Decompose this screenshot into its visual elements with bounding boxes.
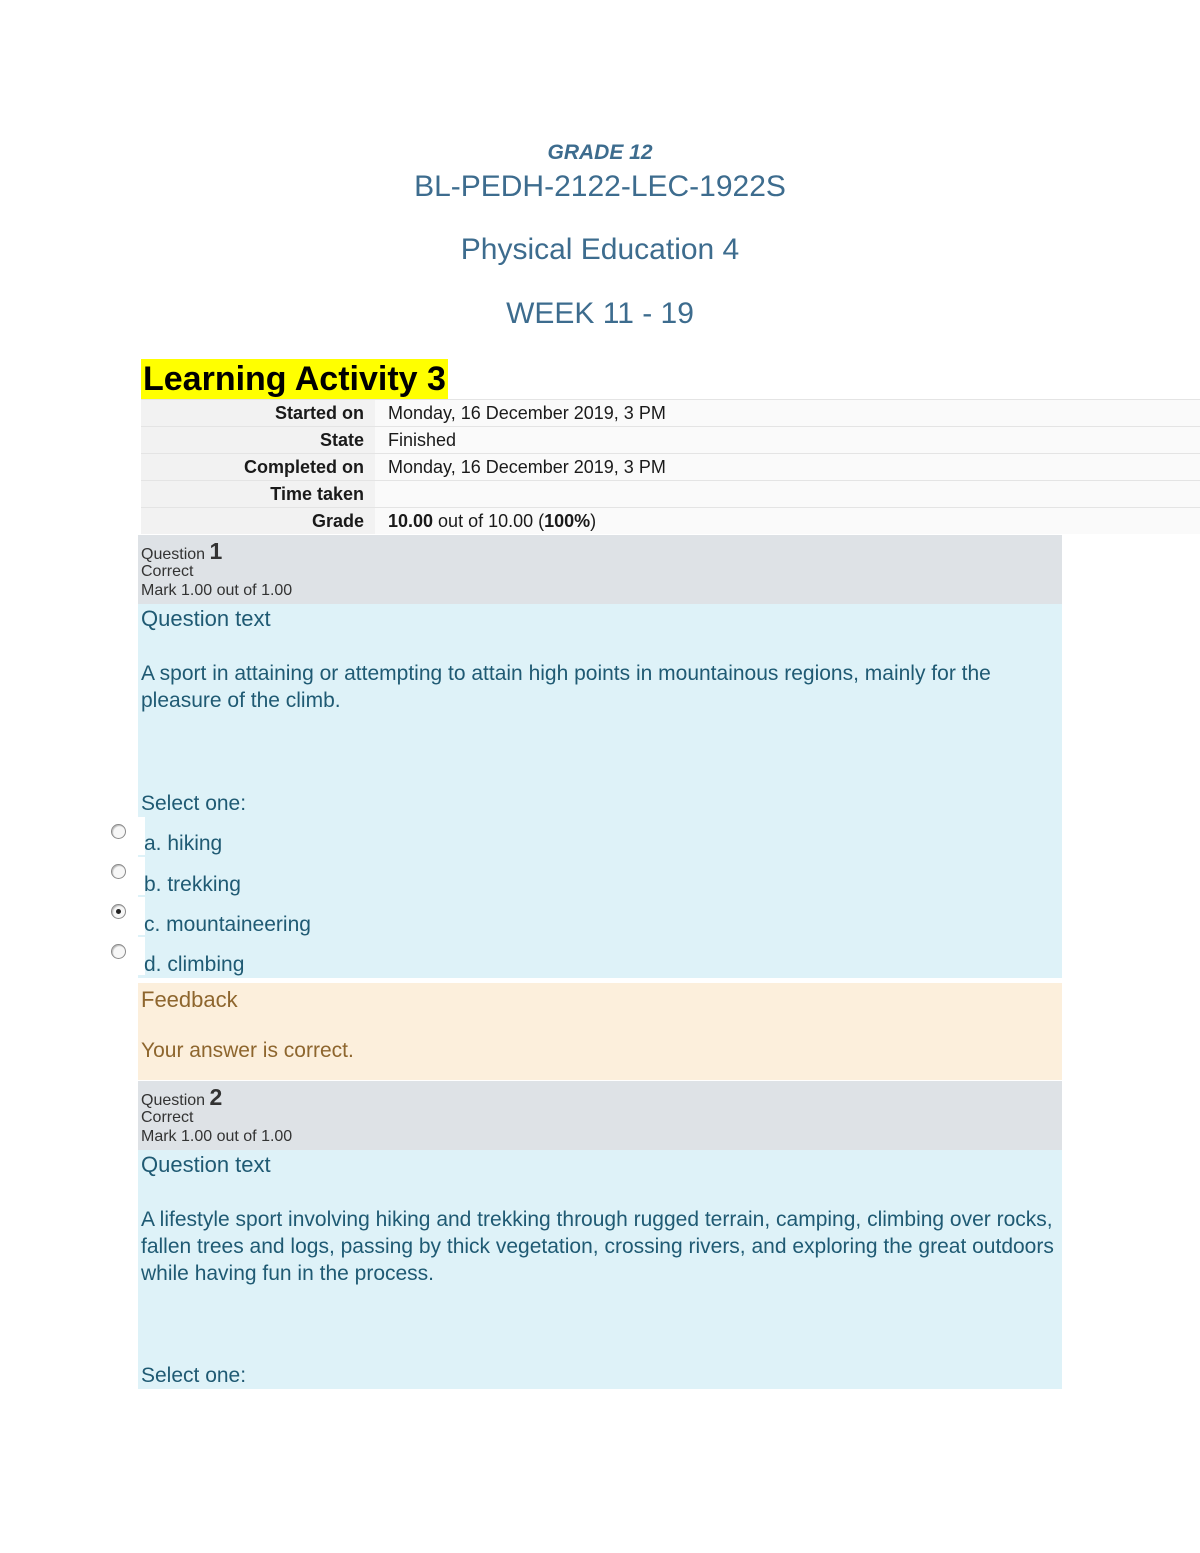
- option-b-radio-cell[interactable]: [103, 857, 145, 895]
- summary-label: Grade: [141, 508, 375, 534]
- summary-row: [141, 453, 1200, 480]
- question-text: A lifestyle sport involving hiking and trekking through rugged terrain, camping, climbing over rocks, fallen trees and logs, passing by thick vegetation, crossing rivers, and exploring the great outdoors while having fun in the process.: [141, 1208, 1054, 1285]
- question-1-feedback: [138, 983, 1062, 1080]
- question-mark: Mark 1.00 out of 1.00: [141, 1128, 293, 1145]
- option-d-label[interactable]: d. climbing: [144, 953, 245, 976]
- question-2-info: [138, 1081, 1062, 1150]
- subject-title: Physical Education 4: [460, 233, 740, 266]
- week-range: WEEK 11 - 19: [506, 297, 694, 330]
- summary-value: Monday, 16 December 2019, 3 PM: [375, 454, 1200, 480]
- grade-percent: 100%: [544, 511, 591, 531]
- summary-label: Time taken: [141, 481, 375, 507]
- grade-value: [375, 508, 1200, 534]
- summary-label: State: [141, 427, 375, 453]
- summary-value: Finished: [375, 427, 1200, 453]
- activity-title: Learning Activity 3: [143, 360, 446, 398]
- radio-icon[interactable]: [111, 864, 126, 879]
- question-2-content: [138, 1150, 1062, 1389]
- summary-row: [141, 480, 1200, 507]
- question-status: Correct: [141, 563, 194, 580]
- feedback-text: Your answer is correct.: [141, 1039, 354, 1062]
- option-a-label[interactable]: a. hiking: [144, 832, 223, 855]
- question-1-info: [138, 535, 1062, 604]
- option-b-label[interactable]: b. trekking: [144, 873, 241, 896]
- summary-label: Started on: [141, 400, 375, 426]
- radio-selected-icon[interactable]: [111, 904, 126, 919]
- option-c-label[interactable]: c. mountaineering: [144, 913, 311, 936]
- summary-row: [141, 399, 1200, 426]
- select-prompt: Select one:: [141, 792, 247, 815]
- question-label: Question: [141, 546, 206, 563]
- summary-label: Completed on: [141, 454, 375, 480]
- radio-icon[interactable]: [111, 824, 126, 839]
- question-number: 1: [209, 538, 223, 564]
- question-text: A sport in attaining or attempting to attain high points in mountainous regions, mainly for the pleasure of the climb.: [141, 662, 991, 712]
- question-label: Question: [141, 1092, 206, 1109]
- question-status: Correct: [141, 1109, 194, 1126]
- radio-icon[interactable]: [111, 944, 126, 959]
- summary-value: [375, 481, 1200, 507]
- option-c-radio-cell[interactable]: [103, 897, 145, 935]
- summary-row: [141, 426, 1200, 453]
- attempt-summary-table: [141, 399, 1200, 534]
- grade-close: ): [590, 511, 597, 531]
- question-number: 2: [209, 1084, 223, 1110]
- grade-score: 10.00: [388, 511, 434, 531]
- option-a-radio-cell[interactable]: [103, 817, 145, 855]
- select-prompt: Select one:: [141, 1364, 247, 1387]
- question-text-heading: Question text: [141, 606, 271, 631]
- question-mark: Mark 1.00 out of 1.00: [141, 582, 293, 599]
- grade-out-of: out of 10.00 (: [433, 511, 545, 531]
- summary-row: [141, 507, 1200, 534]
- feedback-heading: Feedback: [141, 987, 238, 1012]
- question-text-heading: Question text: [141, 1152, 271, 1177]
- option-d-radio-cell[interactable]: [103, 937, 145, 975]
- summary-value: Monday, 16 December 2019, 3 PM: [375, 400, 1200, 426]
- grade-heading: GRADE 12: [547, 141, 653, 164]
- course-code: BL-PEDH-2122-LEC-1922S: [414, 170, 786, 203]
